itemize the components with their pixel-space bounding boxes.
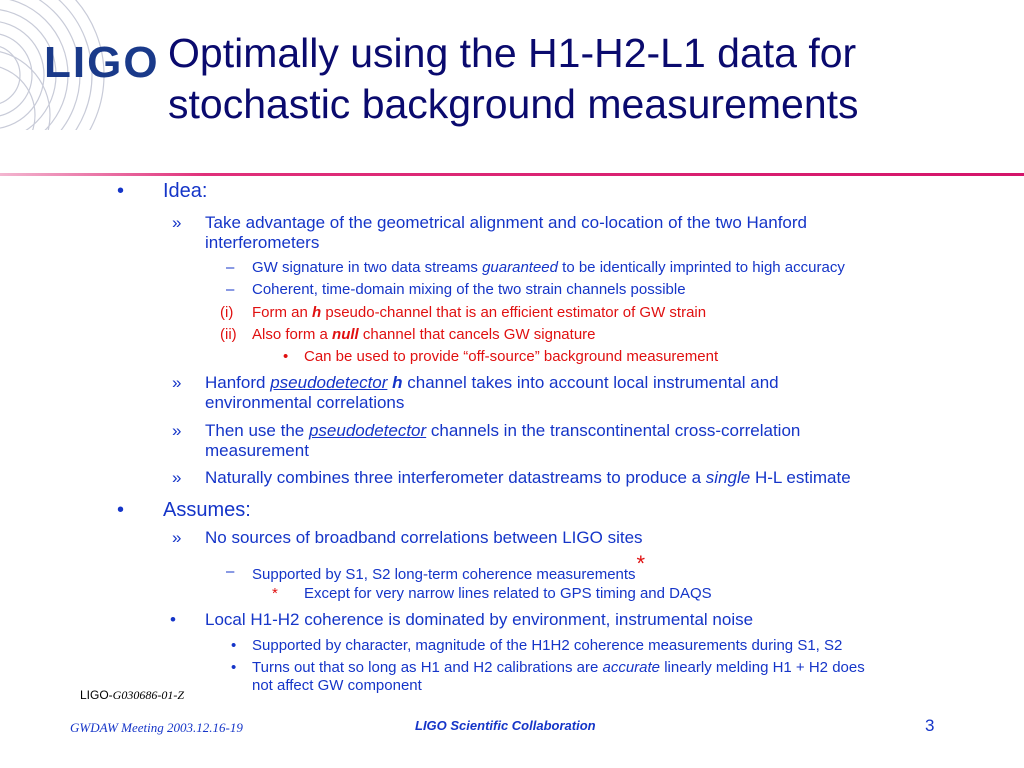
raquo-marker: » xyxy=(172,421,182,440)
logo xyxy=(0,0,170,130)
idea-sub-gw-signature: GW signature in two data streams guaranteed to be identically imprinted to high accuracy xyxy=(252,259,845,276)
assumes-sub-calibrations: Turns out that so long as H1 and H2 calibrations are accurate linearly melding H1 + H2 does not affect GW component xyxy=(252,659,865,694)
bullet-marker: • xyxy=(231,659,237,676)
title-line-2: stochastic background measurements xyxy=(168,81,859,127)
title-line-1: Optimally using the H1-H2-L1 data for xyxy=(168,30,857,76)
assumes-item-local-coherence: Local H1-H2 coherence is dominated by environment, instrumental noise xyxy=(205,610,754,629)
assumes-heading: Assumes: xyxy=(163,499,251,521)
idea-item-cross-correlation: Then use the pseudodetector channels in the transcontinental cross-correlation measurement xyxy=(205,421,801,460)
idea-item-hanford-pseudodetector: Hanford pseudodetector h channel takes into account local instrumental and environmental correlations xyxy=(205,373,779,412)
assumes-item-no-broadband: No sources of broadband correlations between LIGO sites xyxy=(205,528,643,547)
idea-item-single-estimate: Naturally combines three interferometer datastreams to produce a single H-L estimate xyxy=(205,468,851,487)
idea-subsub-off-source: Can be used to provide “off-source” background measurement xyxy=(304,348,719,365)
bullet-marker: • xyxy=(117,499,125,521)
bullet-marker: • xyxy=(283,348,289,365)
idea-sub-coherent-mixing: Coherent, time-domain mixing of the two strain channels possible xyxy=(252,281,686,298)
document-id: LIGO-G030686-01-Z xyxy=(80,688,185,702)
footer-meeting: GWDAW Meeting 2003.12.16-19 xyxy=(70,720,243,735)
idea-sub-h-channel: Form an h pseudo-channel that is an efficient estimator of GW strain xyxy=(252,304,707,321)
dash-marker: – xyxy=(226,563,235,580)
slide-title xyxy=(168,28,1008,130)
dash-marker: – xyxy=(226,259,235,276)
footer-collaboration: LIGO Scientific Collaboration xyxy=(415,718,596,733)
footnote-star: * xyxy=(636,551,646,576)
idea-item-alignment: Take advantage of the geometrical alignment and co-location of the two Hanford interferometers xyxy=(205,213,807,252)
title-divider xyxy=(0,173,1024,176)
bullet-marker: • xyxy=(117,180,125,202)
raquo-marker: » xyxy=(172,528,182,547)
star-marker: * xyxy=(272,585,278,602)
bullet-marker: • xyxy=(231,637,237,654)
bullet-marker: • xyxy=(170,610,176,629)
ligo-logo-text: LIGO xyxy=(44,38,160,87)
page-number: 3 xyxy=(925,716,935,735)
assumes-sub-character: Supported by character, magnitude of the H1H2 coherence measurements during S1, S2 xyxy=(252,637,843,654)
raquo-marker: » xyxy=(172,213,182,232)
numbered-marker-ii: (ii) xyxy=(220,326,237,343)
raquo-marker: » xyxy=(172,373,182,392)
dash-marker: – xyxy=(226,281,235,298)
numbered-marker-i: (i) xyxy=(220,304,234,321)
assumes-subsub-narrow-lines: Except for very narrow lines related to GPS timing and DAQS xyxy=(304,585,712,602)
raquo-marker: » xyxy=(172,468,182,487)
assumes-sub-s1-s2: Supported by S1, S2 long-term coherence measurements* xyxy=(252,551,646,583)
idea-sub-null-channel: Also form a null channel that cancels GW signature xyxy=(252,326,596,343)
idea-heading: Idea: xyxy=(163,180,208,202)
